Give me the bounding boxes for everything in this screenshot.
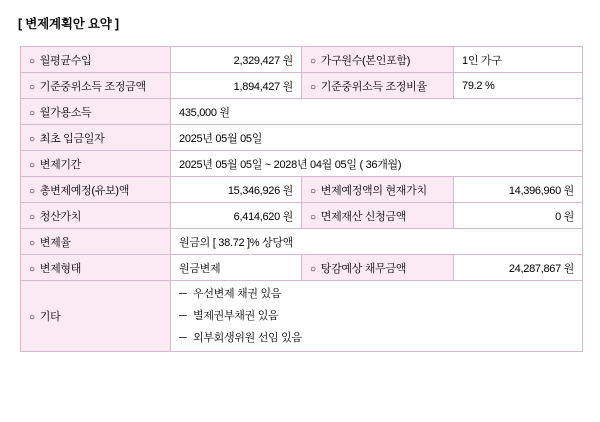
table-row (21, 255, 583, 281)
label-text: 청산가치 (39, 210, 82, 223)
row-label-first-payment-date (21, 125, 171, 151)
table-row (21, 125, 583, 151)
bullet-circle-icon: ○ (29, 81, 35, 93)
bullet-circle-icon: ○ (29, 133, 35, 145)
bullet-circle-icon: ○ (310, 81, 316, 93)
row-value-repayment-type: 원금변제 (171, 255, 302, 281)
row-label-liquidation-value (21, 203, 171, 229)
row-value-exempt-asset: 0 원 (454, 203, 583, 229)
row-value-period: 2025년 05월 05일 ~ 2028년 04월 05일 ( 36개월) (171, 151, 583, 177)
dash-icon: ─ (179, 310, 187, 322)
table-row (21, 151, 583, 177)
label-text: 월가용소득 (39, 106, 92, 119)
row-label-etc (21, 281, 171, 352)
bullet-circle-icon: ○ (29, 211, 35, 223)
dash-icon: ─ (179, 288, 187, 300)
row-value-first-payment-date: 2025년 05월 05일 (171, 125, 583, 151)
list-item-label: 우선변제 채권 있음 (193, 288, 282, 300)
row-value-liquidation-value: 6,414,620 원 (171, 203, 302, 229)
list-item (179, 305, 574, 327)
row-label-median-ratio (302, 73, 454, 99)
label-text: 변제율 (39, 236, 71, 249)
row-label-household (302, 47, 454, 73)
row-value-present-value: 14,396,960 원 (454, 177, 583, 203)
row-value-total-plan-amount: 15,346,926 원 (171, 177, 302, 203)
bullet-circle-icon: ○ (29, 312, 35, 323)
label-text: 월평균수입 (39, 54, 92, 67)
dash-icon: ─ (179, 332, 187, 344)
row-label-disposable-income (21, 99, 171, 125)
label-text: 변제형태 (39, 262, 82, 275)
row-value-median-ratio: 79.2 % (454, 73, 583, 99)
label-text: 변제기간 (39, 158, 82, 171)
row-label-present-value (302, 177, 454, 203)
list-item (179, 283, 574, 305)
list-item-label: 외부회생위원 선임 있음 (193, 332, 302, 344)
bullet-circle-icon: ○ (29, 55, 35, 67)
table-row (21, 73, 583, 99)
row-value-etc (171, 281, 583, 352)
row-label-exempt-asset (302, 203, 454, 229)
row-value-repayment-rate: 원금의 [ 38.72 ]% 상당액 (171, 229, 583, 255)
table-row-etc (21, 281, 583, 352)
table-row (21, 177, 583, 203)
table-row (21, 229, 583, 255)
row-label-monthly-income (21, 47, 171, 73)
row-label-repayment-rate (21, 229, 171, 255)
row-label-period (21, 151, 171, 177)
table-row (21, 99, 583, 125)
bullet-circle-icon: ○ (310, 55, 316, 67)
bullet-circle-icon: ○ (29, 159, 35, 171)
bullet-circle-icon: ○ (29, 185, 35, 197)
row-label-median-adjust (21, 73, 171, 99)
label-text: 총변제예정(유보)액 (39, 184, 130, 197)
row-value-monthly-income: 2,329,427 원 (171, 47, 302, 73)
bullet-circle-icon: ○ (29, 107, 35, 119)
label-text: 기타 (39, 311, 61, 323)
label-text: 탕감예상 채무금액 (320, 262, 407, 275)
label-text: 가구원수(본인포함) (320, 54, 411, 67)
list-item-label: 별제권부채권 있음 (193, 310, 279, 322)
label-text: 면제재산 신청금액 (320, 210, 407, 223)
row-label-expected-debt-relief (302, 255, 454, 281)
page-title: [ 변제계획안 요약 ] (18, 17, 119, 31)
table-row (21, 203, 583, 229)
bullet-circle-icon: ○ (310, 263, 316, 275)
bullet-circle-icon: ○ (29, 263, 35, 275)
label-text: 변제예정액의 현재가치 (320, 184, 427, 197)
row-value-median-adjust: 1,894,427 원 (171, 73, 302, 99)
label-text: 기준중위소득 조정비율 (320, 80, 427, 93)
label-text: 기준중위소득 조정금액 (39, 80, 146, 93)
row-label-total-plan-amount (21, 177, 171, 203)
bullet-circle-icon: ○ (310, 185, 316, 197)
bullet-circle-icon: ○ (310, 211, 316, 223)
row-value-household: 1인 가구 (454, 47, 583, 73)
repayment-plan-summary-table (20, 46, 583, 352)
row-label-repayment-type (21, 255, 171, 281)
row-value-disposable-income: 435,000 원 (171, 99, 583, 125)
bullet-circle-icon: ○ (29, 237, 35, 249)
row-value-expected-debt-relief: 24,287,867 원 (454, 255, 583, 281)
table-row (21, 47, 583, 73)
list-item (179, 327, 574, 349)
label-text: 최초 입금일자 (39, 132, 105, 145)
